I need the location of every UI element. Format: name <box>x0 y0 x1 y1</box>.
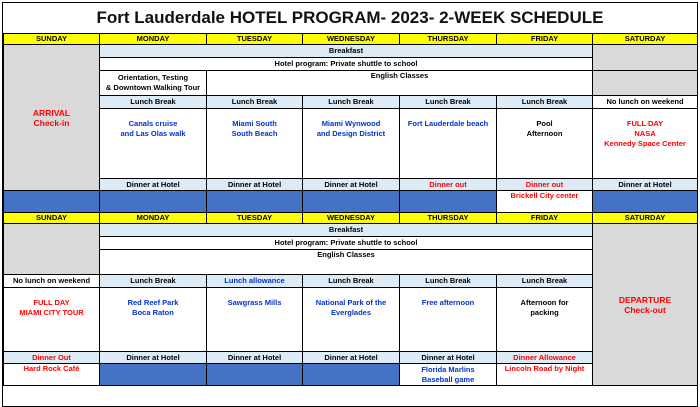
week1-day-header <box>4 34 698 45</box>
saturday-morning-week1 <box>593 45 698 71</box>
activity-monday-week1: Canals cruise and Las Olas walk <box>100 109 207 179</box>
evening-monday-week1 <box>100 191 207 213</box>
dinner-tuesday-week1: Dinner at Hotel <box>207 179 303 191</box>
english-classes-week1: English Classes <box>207 71 593 96</box>
lunch-allowance-tuesday: Lunch allowance <box>207 275 303 288</box>
day-header-tuesday: TUESDAY <box>207 213 303 224</box>
evening-wednesday-week1 <box>303 191 400 213</box>
departure-title: DEPARTURE <box>618 294 672 305</box>
evening-wednesday-week2 <box>303 364 400 386</box>
shuttle-week1: Hotel program: Private shuttle to school <box>100 58 593 71</box>
lunch-friday-week2: Lunch Break <box>497 275 593 288</box>
orientation-cell: Orientation, Testing & Downtown Walking Tour <box>100 71 207 96</box>
day-header-thursday: THURSDAY <box>400 213 497 224</box>
day-header-friday: FRIDAY <box>497 34 593 45</box>
week2-day-header <box>4 213 698 224</box>
lunch-thursday-week2: Lunch Break <box>400 275 497 288</box>
breakfast-week1: Breakfast <box>100 45 593 58</box>
dinner-wednesday-week2: Dinner at Hotel <box>303 352 400 364</box>
day-header-sunday: SUNDAY <box>4 34 100 45</box>
lunch-wednesday-week2: Lunch Break <box>303 275 400 288</box>
activity-monday-week2: Red Reef Park Boca Raton <box>100 288 207 352</box>
departure-cell <box>593 224 698 386</box>
dinner-thursday-week2: Dinner at Hotel <box>400 352 497 364</box>
schedule-sheet <box>2 2 698 407</box>
lunch-wednesday-week1: Lunch Break <box>303 96 400 109</box>
no-lunch-saturday: No lunch on weekend <box>593 96 698 109</box>
activity-wednesday-week1: Miami Wynwood and Design District <box>303 109 400 179</box>
day-header-sunday: SUNDAY <box>4 213 100 224</box>
lunch-tuesday-week1: Lunch Break <box>207 96 303 109</box>
arrival-cell <box>4 45 100 191</box>
activity-friday-week2: Afternoon for packing <box>497 288 593 352</box>
evening-tuesday-week1 <box>207 191 303 213</box>
schedule-table <box>3 33 698 386</box>
breakfast-week2: Breakfast <box>100 224 593 237</box>
dinner-friday-week1: Dinner out <box>497 179 593 191</box>
activity-sunday-week2: FULL DAY MIAMI CITY TOUR <box>4 288 100 352</box>
lunch-monday-week1: Lunch Break <box>100 96 207 109</box>
arrival-subtitle: Check-in <box>33 117 70 128</box>
evening-sunday-week1 <box>4 191 100 213</box>
departure-subtitle: Check-out <box>624 304 666 315</box>
evening-saturday-week1 <box>593 191 698 213</box>
shuttle-week2: Hotel program: Private shuttle to school <box>100 237 593 250</box>
evening-thursday-week2: Florida Marlins Baseball game <box>400 364 497 386</box>
no-lunch-sunday: No lunch on weekend <box>4 275 100 288</box>
day-header-monday: MONDAY <box>100 213 207 224</box>
activity-thursday-week2: Free afternoon <box>400 288 497 352</box>
dinner-thursday-week1: Dinner out <box>400 179 497 191</box>
activity-wednesday-week2: National Park of the Everglades <box>303 288 400 352</box>
day-header-friday: FRIDAY <box>497 213 593 224</box>
day-header-wednesday: WEDNESDAY <box>303 34 400 45</box>
page-title: Fort Lauderdale HOTEL PROGRAM- 2023- 2-WEEK SCHEDULE <box>96 8 604 27</box>
activity-friday-week1: Pool Afternoon <box>497 109 593 179</box>
lunch-monday-week2: Lunch Break <box>100 275 207 288</box>
evening-sunday-week2: Hard Rock Café <box>4 364 100 386</box>
english-classes-week2: English Classes <box>100 250 593 275</box>
activity-tuesday-week1: Miami South South Beach <box>207 109 303 179</box>
arrival-title: ARRIVAL <box>32 107 71 118</box>
dinner-wednesday-week1: Dinner at Hotel <box>303 179 400 191</box>
lunch-thursday-week1: Lunch Break <box>400 96 497 109</box>
day-header-saturday: SATURDAY <box>593 34 698 45</box>
dinner-monday-week2: Dinner at Hotel <box>100 352 207 364</box>
evening-thursday-week1 <box>400 191 497 213</box>
day-header-monday: MONDAY <box>100 34 207 45</box>
sunday-morning-week2 <box>4 224 100 275</box>
dinner-saturday-week1: Dinner at Hotel <box>593 179 698 191</box>
activity-tuesday-week2: Sawgrass Mills <box>207 288 303 352</box>
lunch-friday-week1: Lunch Break <box>497 96 593 109</box>
evening-friday-week2: Lincoln Road by Night <box>497 364 593 386</box>
activity-thursday-week1: Fort Lauderdale beach <box>400 109 497 179</box>
dinner-friday-week2: Dinner Allowance <box>497 352 593 364</box>
day-header-wednesday: WEDNESDAY <box>303 213 400 224</box>
evening-tuesday-week2 <box>207 364 303 386</box>
evening-friday-week1: Brickell City center <box>497 191 593 213</box>
activity-saturday-week1: FULL DAY NASA Kennedy Space Center <box>593 109 698 179</box>
dinner-tuesday-week2: Dinner at Hotel <box>207 352 303 364</box>
day-header-tuesday: TUESDAY <box>207 34 303 45</box>
dinner-monday-week1: Dinner at Hotel <box>100 179 207 191</box>
day-header-saturday: SATURDAY <box>593 213 698 224</box>
dinner-sunday-week2: Dinner Out <box>4 352 100 364</box>
saturday-blank-week1 <box>593 71 698 96</box>
evening-monday-week2 <box>100 364 207 386</box>
day-header-thursday: THURSDAY <box>400 34 497 45</box>
